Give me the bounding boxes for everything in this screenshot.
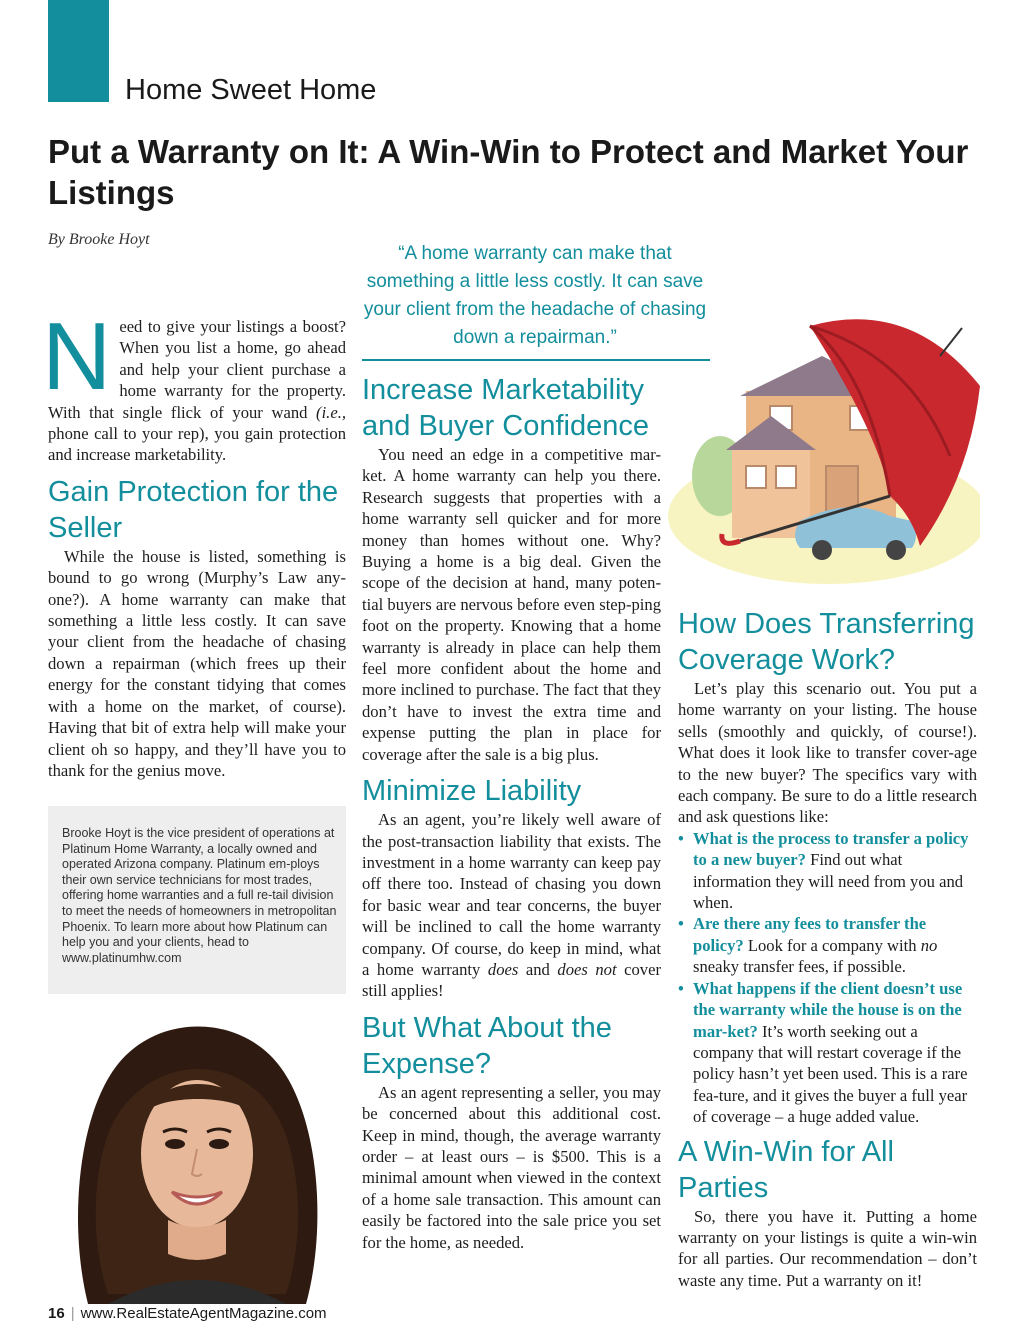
list-item: • What is the process to transfer a policy to a new buyer? Find out what information they will need from you and when.	[678, 828, 969, 913]
section-color-block	[48, 0, 109, 102]
list-item: • Are there any fees to transfer the policy? Look for a company with no sneaky transfer fees, if possible.	[678, 914, 938, 977]
column-middle	[362, 372, 661, 1253]
column-left	[42, 303, 346, 781]
question-list	[678, 828, 977, 1128]
section-label: Home Sweet Home	[125, 74, 377, 106]
heading-minimize-liability: Minimize Liability	[362, 775, 582, 808]
body-transferring-coverage: Let’s play this scenario out. You put a home warranty on your listing. The house sells (smoothly and quickly, of course!). What does it look like to transfer cover-age to the new buyer? The specifics vary with each company. Be sure to do a little research and ask questions like:	[678, 679, 977, 827]
heading-gain-protection: Gain Protection for the Seller	[48, 475, 339, 544]
magazine-url: www.RealEstateAgentMagazine.com	[80, 1305, 327, 1322]
drop-cap: N	[42, 303, 112, 410]
heading-transferring-coverage: How Does Transferring Coverage Work?	[678, 608, 975, 676]
intro-paragraph: Need to give your listings a boost? When you list a home, go ahead and help your client purchase a home warranty for the property. With that single flick of your wand (i.e., phone call to your rep), you gain protection and increase marketability.	[42, 303, 346, 465]
body-win-win: So, there you have it. Putting a home warranty on your listings is quite a win-win for all parties. Our recommendation – don’t waste any time. Put a warranty on it!	[678, 1206, 977, 1290]
page-footer	[48, 1305, 327, 1322]
body-increase-marketability: You need an edge in a competitive mar-ket. A home warranty can help you there. Research suggests that properties with a home warranty sell quicker and for more money than homes without one. Why? Buying a home is a big deal. Given the scope of the decision at hand, many poten-tial buyers are nervous before even step-ping foot on the property. Knowing that a home warranty is already in place can help them feel more confident about the home and more inclined to purchase. The fact that they don’t have to invest the extra time and expense putting the plan in place for coverage after the sale is a big plus.	[362, 445, 661, 764]
byline: By Brooke Hoyt	[48, 231, 150, 248]
pull-quote: “A home warranty can make that something a little less costly. It can save your client from the headache of chasing down a repairman.”	[363, 243, 707, 348]
heading-expense: But What About the Expense?	[362, 1011, 612, 1080]
author-bio-box	[48, 806, 346, 1304]
article-title: Put a Warranty on It: A Win-Win to Protect and Market Your Listings	[48, 133, 969, 211]
body-minimize-liability: As an agent, you’re likely well aware of the post-transaction liability that exists. The investment in a home warranty can keep pay off there too. Instead of chasing you down for basic wear and tear concerns, the buyer will be inclined to call the home warranty company. Of course, do keep in mind, what a home warranty does and does not cover still applies!	[362, 810, 661, 1001]
list-item: • What happens if the client doesn’t use the warranty while the house is on the mar-ket? It’s worth seeking out a company that will restart coverage if the policy hasn’t yet been used. This is a rare fea-ture, and it gives the buyer a full year of coverage – a huge added value.	[678, 978, 968, 1127]
footer-separator: |	[70, 1305, 75, 1322]
author-photo	[48, 994, 346, 1304]
heading-increase-marketability: Increase Marketability and Buyer Confidence	[362, 374, 649, 442]
column-right	[678, 606, 977, 1291]
house-umbrella-illustration	[650, 316, 980, 586]
page-number: 16	[48, 1305, 65, 1322]
body-gain-protection: While the house is listed, something is bound to go wrong (Murphy’s Law any-one?). A home warranty can make that something a little less costly. It can save your client from the headache of chasing down a repairman (which frees up their energy for the constant tidying that comes with a home on the market, of course). Having that bit of extra help will make your client oh so happy, and they’ll have you to thank for the genius move.	[48, 546, 346, 780]
body-expense: As an agent representing a seller, you may be concerned about this additional cost. Keep in mind, though, the average warranty order – at least ours – is $500. This is a minimal amount when viewed in the context of a home sale transaction. This amount can easily be factored into the sale price you set for the home, as needed.	[362, 1082, 661, 1252]
heading-win-win: A Win-Win for All Parties	[678, 1135, 894, 1204]
author-bio-text: Brooke Hoyt is the vice president of operations at Platinum Home Warranty, a locally owned and operated Arizona company. Platinum em-ploys their own service technicians for most trades, offering home warranties and a full re-tail division to meet the needs of homeowners in metropolitan Phoenix. To learn more about how Platinum can help you and your clients, head to www.platinumhw.com	[62, 826, 337, 965]
